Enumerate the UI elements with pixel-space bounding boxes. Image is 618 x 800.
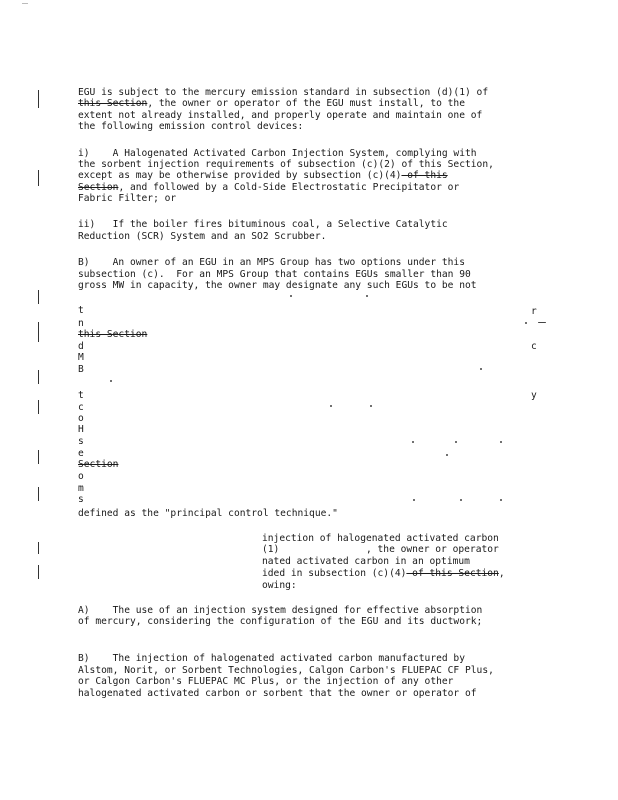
text-line: or Calgon Carbon's FLUEPAC MC Plus, or the injection of any other — [78, 676, 454, 687]
change-bar — [38, 90, 39, 108]
struck-text: of this — [401, 170, 448, 181]
text-span: , — [498, 568, 505, 579]
text-line — [78, 98, 465, 109]
text-fragment: o — [78, 413, 84, 424]
text-fragment: n — [78, 318, 84, 329]
scan-speck — [110, 380, 112, 382]
scan-speck — [412, 441, 414, 443]
text-line: extent not already installed, and properly operate and maintain one of — [78, 110, 483, 121]
scan-speck — [370, 405, 372, 407]
scan-speck — [366, 295, 368, 297]
text-line: owing: — [262, 580, 297, 591]
text-fragment: M — [78, 352, 84, 363]
scan-speck — [446, 454, 448, 456]
change-bar — [38, 400, 39, 414]
change-bar — [38, 370, 39, 384]
text-line — [78, 182, 459, 193]
text-span: , and followed by a Cold-Side Electrostatic Precipitator or — [118, 182, 460, 193]
text-line: defined as the "principal control technique." — [78, 508, 338, 519]
scan-speck — [290, 295, 292, 297]
scan-speck — [413, 499, 415, 501]
text-fragment: t — [78, 390, 84, 401]
change-bar — [38, 450, 39, 464]
scan-speck — [480, 368, 482, 370]
change-bar — [38, 322, 39, 342]
text-fragment: t — [78, 305, 84, 316]
change-bar — [38, 170, 39, 186]
text-line: Reduction (SCR) System and an SO2 Scrubber. — [78, 231, 327, 242]
text-line: EGU is subject to the mercury emission standard in subsection (d)(1) of — [78, 87, 489, 98]
text-fragment: m — [78, 483, 84, 494]
struck-text: this Section — [78, 329, 148, 340]
struck-text: of this Section — [406, 568, 499, 579]
text-line: gross MW in capacity, the owner may designate any such EGUs to be not — [78, 280, 477, 291]
struck-text: Section — [78, 459, 119, 470]
struck-text: this Section — [78, 98, 148, 109]
text-span: ided in subsection (c)(4) — [262, 568, 407, 579]
scan-speck — [525, 322, 527, 324]
text-fragment: y — [531, 390, 537, 401]
change-bar — [38, 565, 39, 579]
text-span: except as may be otherwise provided by subsection (c)(4) — [78, 170, 402, 181]
scan-speck — [500, 441, 502, 443]
text-line: the following emission control devices: — [78, 121, 304, 132]
text-fragment: d — [78, 341, 84, 352]
text-fragment: s — [78, 436, 84, 447]
text-fragment: r — [531, 306, 537, 317]
scan-speck — [460, 499, 462, 501]
change-bar — [38, 290, 39, 304]
text-fragment: s — [78, 494, 84, 505]
text-line: A) The use of an injection system designed for effective absorption — [78, 605, 483, 616]
text-line — [262, 568, 505, 579]
text-line: Alstom, Norit, or Sorbent Technologies, Calgon Carbon's FLUEPAC CF Plus, — [78, 665, 494, 676]
text-fragment: H — [78, 424, 84, 435]
text-span: , the owner or operator of the EGU must install, to the — [147, 98, 465, 109]
text-fragment: o — [78, 471, 84, 482]
text-line: (1) , the owner or operator — [262, 544, 499, 555]
text-line: the sorbent injection requirements of subsection (c)(2) of this Section, — [78, 159, 494, 170]
text-line: Fabric Filter; or — [78, 193, 177, 204]
text-line — [78, 170, 448, 181]
text-line: B) An owner of an EGU in an MPS Group has two options under this — [78, 257, 465, 268]
text-line: halogenated activated carbon or sorbent that the owner or operator of — [78, 688, 477, 699]
text-line: ii) If the boiler fires bituminous coal, a Selective Catalytic — [78, 219, 448, 230]
text-fragment: c — [78, 402, 84, 413]
scan-mark — [22, 3, 28, 4]
scan-speck — [330, 405, 332, 407]
text-line: i) A Halogenated Activated Carbon Injection System, complying with — [78, 148, 477, 159]
scan-speck — [455, 441, 457, 443]
text-line: B) The injection of halogenated activated carbon manufactured by — [78, 653, 465, 664]
text-fragment: c — [531, 341, 537, 352]
change-bar — [38, 487, 39, 501]
scan-speck — [500, 499, 502, 501]
text-fragment: B — [78, 364, 84, 375]
text-line: of mercury, considering the configuration of the EGU and its ductwork; — [78, 616, 483, 627]
change-bar — [38, 542, 39, 554]
text-line: nated activated carbon in an optimum — [262, 556, 470, 567]
scan-speck — [538, 322, 546, 323]
struck-text: Section — [78, 182, 119, 193]
text-line: subsection (c). For an MPS Group that contains EGUs smaller than 90 — [78, 269, 471, 280]
text-fragment: e — [78, 448, 84, 459]
text-line: injection of halogenated activated carbon — [262, 533, 499, 544]
